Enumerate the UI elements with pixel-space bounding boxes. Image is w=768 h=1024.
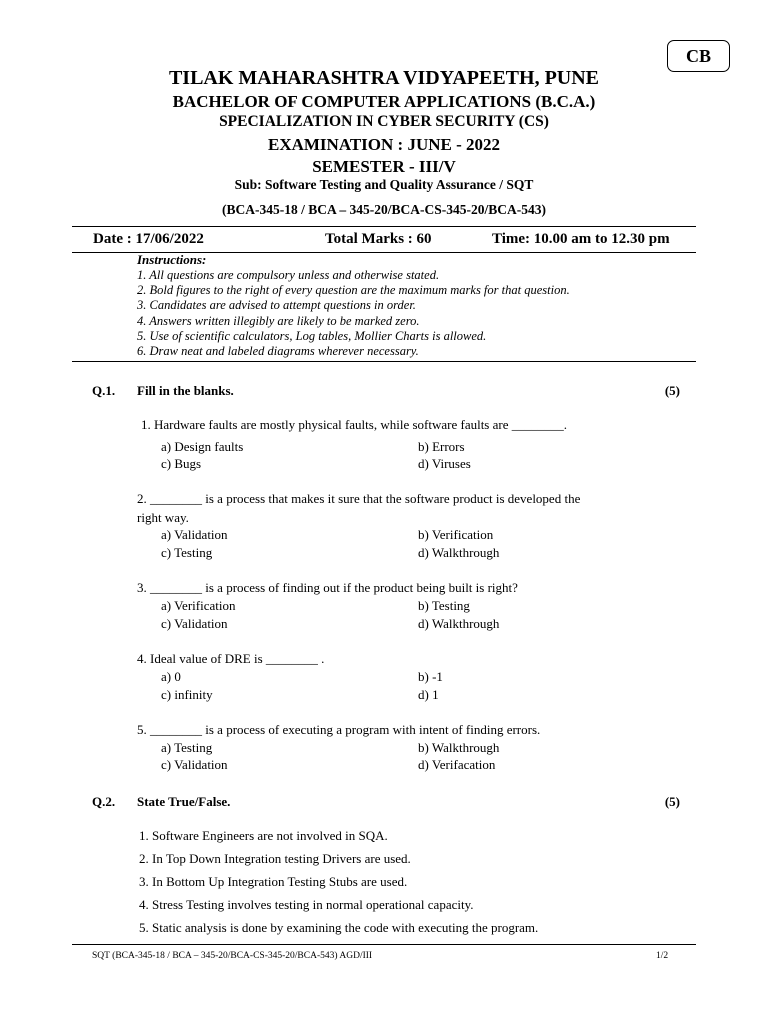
instruction-item: 3. Candidates are advised to attempt questions in order. [137, 298, 416, 312]
option-c: c) Testing [161, 545, 213, 560]
question-stem: 2. ________ is a process that makes it sure that the software product is developed the [137, 491, 581, 506]
statement-item: 1. Software Engineers are not involved in SQA. [139, 828, 388, 843]
option-b: b) Walkthrough [418, 740, 500, 755]
course-codes: (BCA-345-18 / BCA – 345-20/BCA-CS-345-20/BCA-543) [222, 202, 546, 217]
instruction-item: 2. Bold figures to the right of every question are the maximum marks for that question. [137, 283, 570, 297]
question-stem: 4. Ideal value of DRE is ________ . [137, 651, 325, 666]
university-title: TILAK MAHARASHTRA VIDYAPEETH, PUNE [168, 67, 600, 89]
option-a: a) 0 [161, 669, 181, 684]
option-b: b) -1 [418, 669, 443, 684]
divider-footer [72, 944, 696, 945]
question-number: Q.2. [92, 794, 116, 809]
exam-date: Date : 17/06/2022 [93, 231, 204, 247]
instructions-title: Instructions: [137, 252, 207, 267]
option-d: d) Walkthrough [418, 545, 500, 560]
option-d: d) Viruses [418, 456, 471, 471]
total-marks: Total Marks : 60 [325, 231, 432, 247]
option-c: c) Validation [161, 757, 228, 772]
cb-badge: CB [667, 40, 730, 72]
option-d: d) 1 [418, 687, 439, 702]
option-a: a) Validation [161, 527, 228, 542]
option-a: a) Testing [161, 740, 213, 755]
question-marks: (5) [664, 794, 680, 809]
degree-title: BACHELOR OF COMPUTER APPLICATIONS (B.C.A.) [172, 92, 596, 111]
statement-item: 2. In Top Down Integration testing Drivers are used. [139, 851, 411, 866]
option-c: c) Validation [161, 616, 228, 631]
specialization-title: SPECIALIZATION IN CYBER SECURITY (CS) [219, 113, 549, 130]
question-stem: 3. ________ is a process of finding out if the product being built is right? [137, 580, 518, 595]
statement-item: 3. In Bottom Up Integration Testing Stubs are used. [139, 874, 408, 889]
instruction-item: 6. Draw neat and labeled diagrams wherever necessary. [137, 344, 419, 358]
option-d: d) Walkthrough [418, 616, 500, 631]
instruction-item: 5. Use of scientific calculators, Log tables, Mollier Charts is allowed. [137, 329, 487, 343]
instruction-item: 1. All questions are compulsory unless and otherwise stated. [137, 268, 440, 282]
divider-top [72, 226, 696, 227]
option-c: c) infinity [161, 687, 213, 702]
question-title: State True/False. [137, 794, 231, 809]
divider-instructions [72, 361, 696, 362]
examination-title: EXAMINATION : JUNE - 2022 [267, 135, 500, 154]
subject-title: Sub: Software Testing and Quality Assurance / SQT [234, 177, 534, 192]
option-b: b) Verification [418, 527, 494, 542]
option-a: a) Design faults [161, 439, 244, 454]
option-d: d) Verifacation [418, 757, 496, 772]
option-b: b) Testing [418, 598, 470, 613]
question-stem: 1. Hardware faults are mostly physical faults, while software faults are ________. [141, 417, 567, 432]
option-c: c) Bugs [161, 456, 202, 471]
exam-time: Time: 10.00 am to 12.30 pm [492, 231, 670, 247]
question-marks: (5) [664, 383, 680, 398]
option-b: b) Errors [418, 439, 465, 454]
question-title: Fill in the blanks. [137, 383, 234, 398]
semester-title: SEMESTER - III/V [312, 157, 456, 176]
statement-item: 5. Static analysis is done by examining the code with executing the program. [139, 920, 539, 935]
page-number: 1/2 [656, 951, 669, 961]
question-number: Q.1. [92, 383, 116, 398]
instruction-item: 4. Answers written illegibly are likely to be marked zero. [137, 314, 420, 328]
option-a: a) Verification [161, 598, 236, 613]
footer-code: SQT (BCA-345-18 / BCA – 345-20/BCA-CS-345-20/BCA-543) AGD/III [92, 951, 373, 961]
statement-item: 4. Stress Testing involves testing in normal operational capacity. [139, 897, 474, 912]
question-stem-continued: right way. [137, 510, 189, 525]
question-stem: 5. ________ is a process of executing a program with intent of finding errors. [137, 722, 541, 737]
